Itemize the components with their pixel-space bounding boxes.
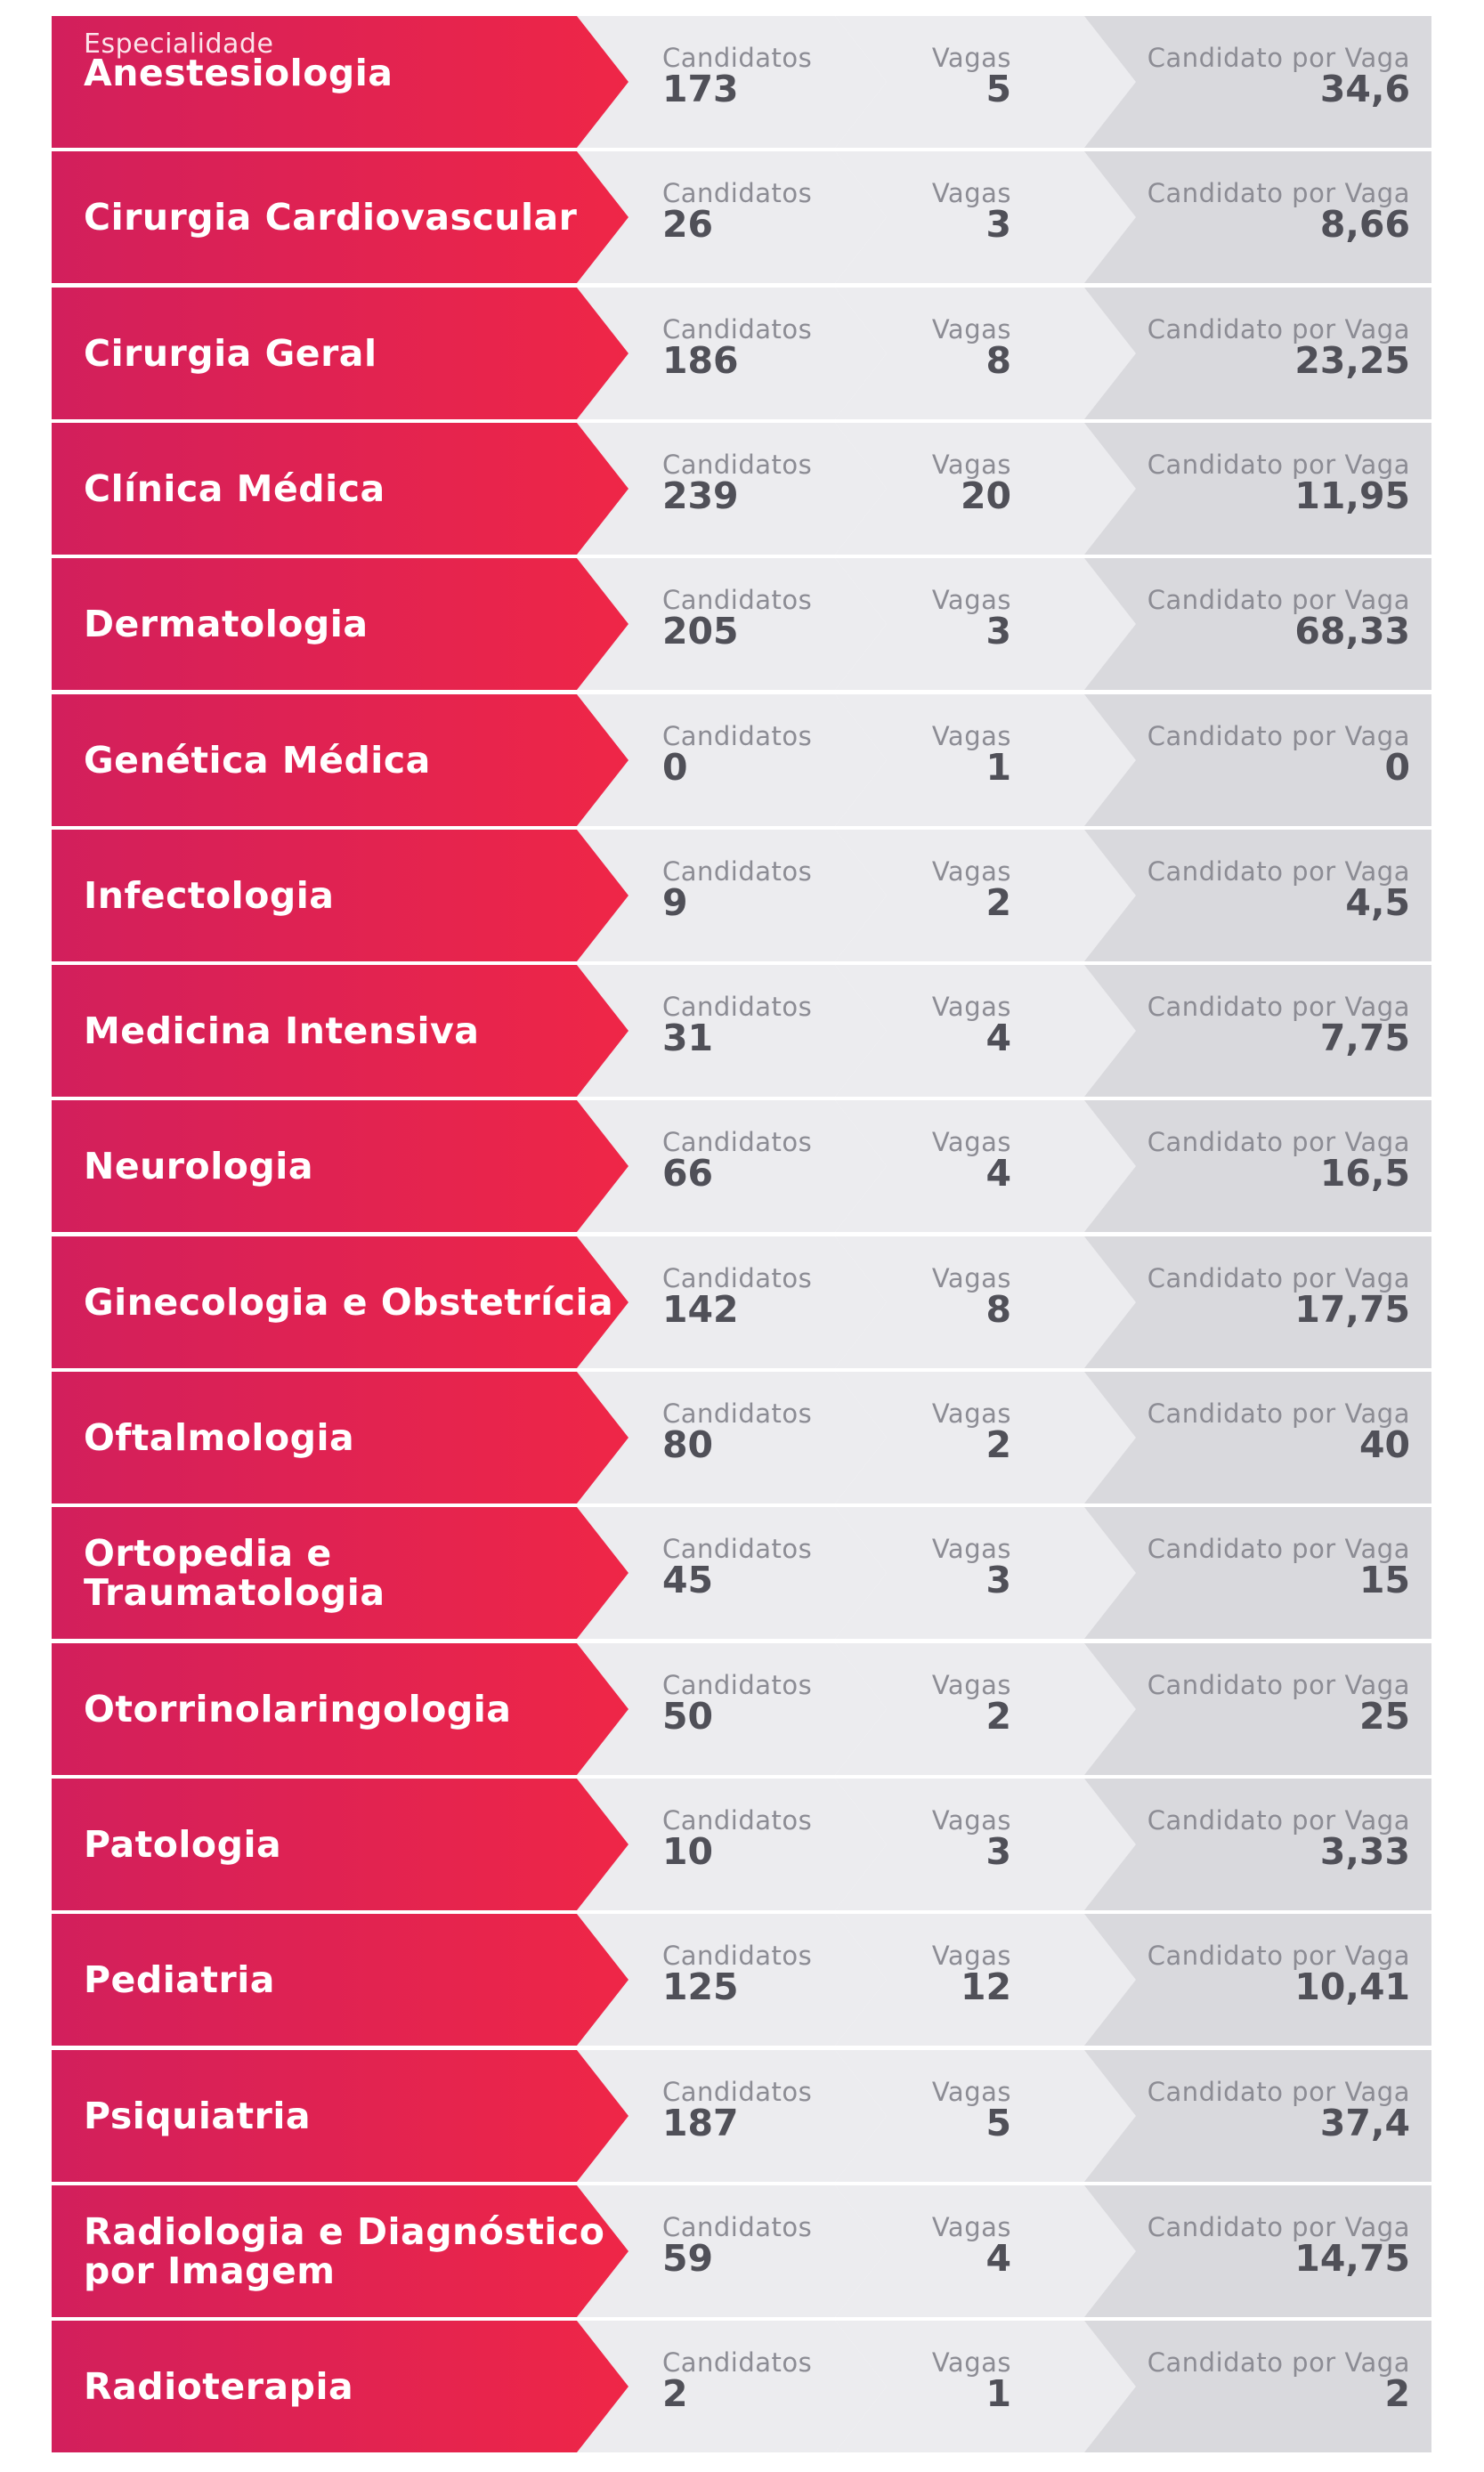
- candidatos-label: Candidatos: [662, 992, 813, 1022]
- candidatos-label: Candidatos: [662, 43, 813, 73]
- ratio-panel: [1084, 694, 1431, 826]
- ratio-label: Candidato por Vaga: [1147, 585, 1410, 615]
- table-row: [52, 2050, 1431, 2182]
- vagas-label: Vagas: [931, 2077, 1011, 2107]
- vagas-value: 1: [985, 2372, 1011, 2415]
- specialty-name-line: Ortopedia e: [84, 1532, 332, 1575]
- table-row: [52, 2185, 1431, 2317]
- vagas-value: 20: [960, 474, 1011, 517]
- candidatos-label: Candidatos: [662, 178, 813, 208]
- specialty-name: Oftalmologia: [84, 1416, 355, 1459]
- specialty-name: Cirurgia Geral: [84, 332, 377, 375]
- candidatos-value: 142: [662, 1288, 739, 1331]
- candidatos-value: 187: [662, 2102, 739, 2144]
- vagas-label: Vagas: [931, 1534, 1011, 1564]
- specialty-name: Genética Médica: [84, 739, 431, 782]
- candidatos-value: 50: [662, 1695, 714, 1738]
- table-row: [52, 2321, 1431, 2452]
- ratio-label: Candidato por Vaga: [1147, 314, 1410, 344]
- candidatos-value: 59: [662, 2237, 714, 2280]
- vagas-label: Vagas: [931, 1127, 1011, 1157]
- ratio-value: 34,6: [1319, 68, 1410, 110]
- ratio-value: 3,33: [1319, 1830, 1410, 1873]
- specialty-name: [84, 2212, 618, 2290]
- ratio-label: Candidato por Vaga: [1147, 450, 1410, 480]
- candidatos-value: 2: [662, 2372, 688, 2415]
- vagas-label: Vagas: [931, 1263, 1011, 1293]
- ratio-label: Candidato por Vaga: [1147, 2347, 1410, 2378]
- candidatos-value: 173: [662, 68, 739, 110]
- vagas-label: Vagas: [931, 2347, 1011, 2378]
- candidatos-label: Candidatos: [662, 314, 813, 344]
- table-row: [52, 1779, 1431, 1910]
- table-row: [52, 1372, 1431, 1503]
- ratio-value: 15: [1358, 1559, 1410, 1601]
- candidatos-label: Candidatos: [662, 2347, 813, 2378]
- table-row: [52, 965, 1431, 1097]
- table-row: [52, 1236, 1431, 1368]
- vagas-label: Vagas: [931, 43, 1011, 73]
- ratio-value: 23,25: [1294, 339, 1410, 382]
- vagas-label: Vagas: [931, 721, 1011, 751]
- vagas-label: Vagas: [931, 178, 1011, 208]
- specialty-name: Dermatologia: [84, 603, 369, 645]
- specialty-name: Clínica Médica: [84, 467, 385, 510]
- ratio-value: 40: [1358, 1423, 1410, 1466]
- candidatos-value: 66: [662, 1152, 714, 1195]
- ratio-panel: [1084, 2321, 1431, 2452]
- candidatos-value: 80: [662, 1423, 714, 1466]
- candidatos-value: 26: [662, 203, 714, 246]
- vagas-value: 3: [985, 1559, 1011, 1601]
- vagas-value: 2: [985, 1423, 1011, 1466]
- specialty-header-label: Especialidade: [84, 28, 274, 60]
- vagas-label: Vagas: [931, 992, 1011, 1022]
- vagas-value: 3: [985, 203, 1011, 246]
- candidatos-value: 10: [662, 1830, 714, 1873]
- ratio-value: 17,75: [1294, 1288, 1410, 1331]
- ratio-value: 10,41: [1294, 1965, 1410, 2008]
- vagas-value: 5: [985, 68, 1011, 110]
- ratio-value: 14,75: [1294, 2237, 1410, 2280]
- specialty-name: Infectologia: [84, 874, 335, 917]
- table-row: [52, 558, 1431, 690]
- specialty-name: Neurologia: [84, 1145, 313, 1187]
- ratio-label: Candidato por Vaga: [1147, 1941, 1410, 1971]
- candidatos-value: 186: [662, 339, 739, 382]
- candidatos-label: Candidatos: [662, 1263, 813, 1293]
- candidatos-value: 45: [662, 1559, 714, 1601]
- specialty-name: Medicina Intensiva: [84, 1009, 480, 1052]
- vagas-label: Vagas: [931, 314, 1011, 344]
- vagas-value: 4: [985, 1017, 1011, 1059]
- vagas-label: Vagas: [931, 1941, 1011, 1971]
- ratio-label: Candidato por Vaga: [1147, 1398, 1410, 1429]
- ratio-label: Candidato por Vaga: [1147, 856, 1410, 887]
- specialty-name-line: por Imagem: [84, 2249, 336, 2292]
- ratio-value: 0: [1384, 746, 1410, 789]
- vagas-value: 2: [985, 1695, 1011, 1738]
- specialty-name: [84, 1534, 618, 1612]
- vagas-value: 1: [985, 746, 1011, 789]
- vagas-label: Vagas: [931, 585, 1011, 615]
- vagas-label: Vagas: [931, 450, 1011, 480]
- ratio-label: Candidato por Vaga: [1147, 721, 1410, 751]
- vagas-value: 12: [960, 1965, 1011, 2008]
- table-row: [52, 830, 1431, 961]
- table-row: [52, 16, 1431, 148]
- candidatos-label: Candidatos: [662, 2077, 813, 2107]
- ratio-label: Candidato por Vaga: [1147, 43, 1410, 73]
- table-row: [52, 1100, 1431, 1232]
- ratio-value: 11,95: [1294, 474, 1410, 517]
- specialty-name: Pediatria: [84, 1958, 275, 2001]
- vagas-label: Vagas: [931, 1398, 1011, 1429]
- ratio-label: Candidato por Vaga: [1147, 1263, 1410, 1293]
- candidatos-value: 9: [662, 881, 688, 924]
- candidatos-label: Candidatos: [662, 1805, 813, 1836]
- table-row: [52, 1643, 1431, 1775]
- ratio-label: Candidato por Vaga: [1147, 992, 1410, 1022]
- ratio-value: 16,5: [1319, 1152, 1410, 1195]
- ratio-value: 8,66: [1319, 203, 1410, 246]
- vagas-value: 3: [985, 610, 1011, 652]
- vagas-value: 5: [985, 2102, 1011, 2144]
- vagas-label: Vagas: [931, 1805, 1011, 1836]
- ratio-label: Candidato por Vaga: [1147, 1534, 1410, 1564]
- candidatos-value: 125: [662, 1965, 739, 2008]
- table-row: [52, 1507, 1431, 1639]
- table-row: [52, 423, 1431, 555]
- candidatos-label: Candidatos: [662, 1398, 813, 1429]
- table-row: [52, 694, 1431, 826]
- ratio-label: Candidato por Vaga: [1147, 1127, 1410, 1157]
- specialty-name: Otorrinolaringologia: [84, 1688, 512, 1730]
- ratio-label: Candidato por Vaga: [1147, 1670, 1410, 1700]
- specialty-name: Psiquiatria: [84, 2095, 312, 2137]
- candidatos-label: Candidatos: [662, 1941, 813, 1971]
- vagas-value: 3: [985, 1830, 1011, 1873]
- specialty-name: Patologia: [84, 1823, 282, 1866]
- vagas-label: Vagas: [931, 2212, 1011, 2242]
- vagas-value: 4: [985, 1152, 1011, 1195]
- table-row: [52, 1914, 1431, 2046]
- candidatos-label: Candidatos: [662, 1534, 813, 1564]
- ratio-label: Candidato por Vaga: [1147, 178, 1410, 208]
- specialty-name: Cirurgia Cardiovascular: [84, 196, 578, 239]
- ratio-label: Candidato por Vaga: [1147, 1805, 1410, 1836]
- table-row: [52, 151, 1431, 283]
- vagas-value: 8: [985, 1288, 1011, 1331]
- ratio-value: 2: [1384, 2372, 1410, 2415]
- candidatos-label: Candidatos: [662, 1670, 813, 1700]
- specialty-name: Ginecologia e Obstetrícia: [84, 1281, 614, 1324]
- ratio-value: 7,75: [1319, 1017, 1410, 1059]
- specialty-name: Anestesiologia: [84, 52, 393, 94]
- candidatos-value: 239: [662, 474, 739, 517]
- candidatos-value: 205: [662, 610, 739, 652]
- table-row: [52, 288, 1431, 419]
- ratio-value: 4,5: [1345, 881, 1410, 924]
- specialty-name: Radioterapia: [84, 2365, 354, 2408]
- ratio-label: Candidato por Vaga: [1147, 2212, 1410, 2242]
- ratio-value: 25: [1358, 1695, 1410, 1738]
- ratio-value: 37,4: [1319, 2102, 1410, 2144]
- candidatos-label: Candidatos: [662, 2212, 813, 2242]
- candidatos-value: 31: [662, 1017, 714, 1059]
- candidatos-value: 0: [662, 746, 688, 789]
- vagas-label: Vagas: [931, 856, 1011, 887]
- candidatos-label: Candidatos: [662, 856, 813, 887]
- vagas-value: 8: [985, 339, 1011, 382]
- ratio-label: Candidato por Vaga: [1147, 2077, 1410, 2107]
- candidatos-label: Candidatos: [662, 721, 813, 751]
- vagas-label: Vagas: [931, 1670, 1011, 1700]
- specialty-name-line: Traumatologia: [84, 1571, 385, 1614]
- specialty-name-line: Radiologia e Diagnóstico: [84, 2210, 605, 2253]
- candidatos-label: Candidatos: [662, 450, 813, 480]
- vagas-value: 4: [985, 2237, 1011, 2280]
- ratio-value: 68,33: [1294, 610, 1410, 652]
- vagas-value: 2: [985, 881, 1011, 924]
- candidatos-label: Candidatos: [662, 1127, 813, 1157]
- candidatos-label: Candidatos: [662, 585, 813, 615]
